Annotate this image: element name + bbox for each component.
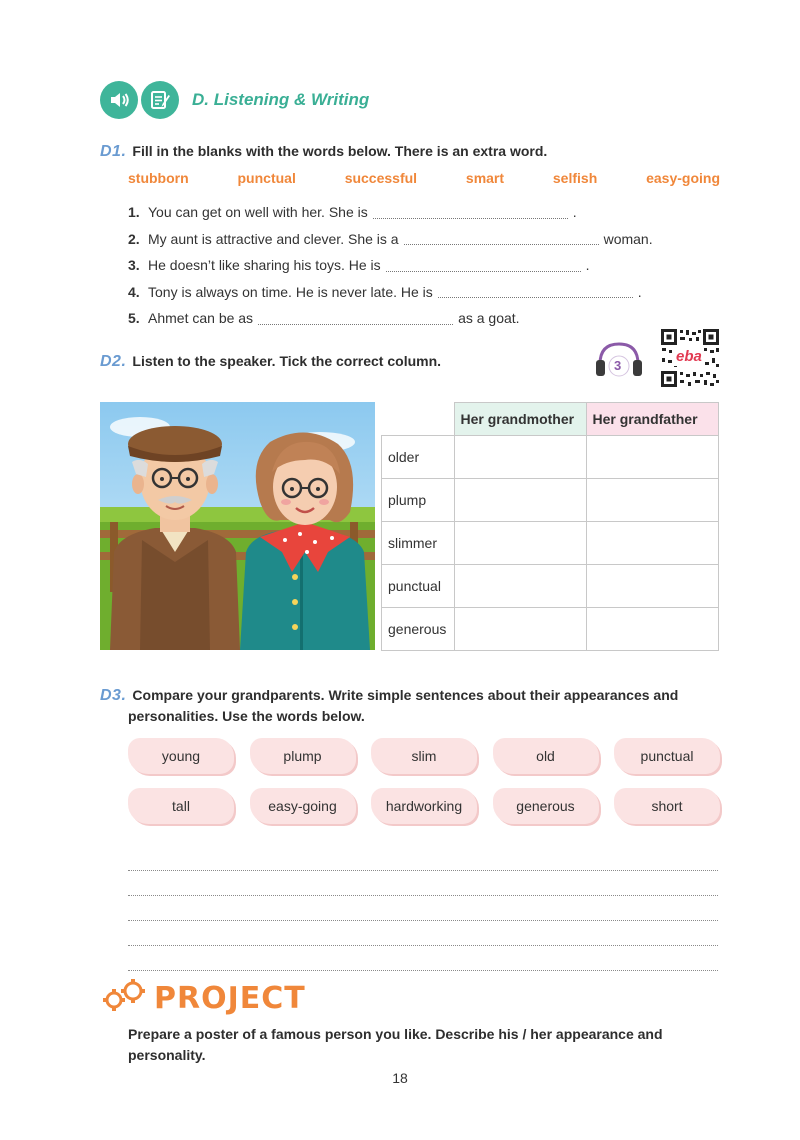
card-row (128, 788, 720, 824)
writing-line[interactable] (128, 871, 718, 896)
track-number: 3 (614, 358, 622, 373)
d3-instruction-line1: Compare your grandparents. Write simple sentences about their appearances and (132, 687, 679, 703)
sentence-1 (128, 199, 728, 226)
speaker-icon (100, 81, 138, 119)
qr-code-icon[interactable] (660, 328, 720, 388)
sentence-text: Tony is always on time. He is never late. He is (148, 283, 433, 300)
blank-field[interactable] (258, 312, 453, 325)
word-card: punctual (614, 738, 720, 774)
d2-instruction: Listen to the speaker. Tick the correct column. (132, 353, 442, 369)
writing-line[interactable] (128, 846, 718, 871)
row-label: punctual (382, 565, 455, 608)
sentence-number: 5. (128, 310, 140, 327)
table-corner (382, 403, 455, 436)
word-card: tall (128, 788, 234, 824)
word-bank-item: stubborn (128, 170, 189, 186)
row-label: plump (382, 479, 455, 522)
tick-cell[interactable] (586, 522, 718, 565)
grandparents-illustration (100, 402, 375, 650)
table-row (382, 565, 719, 608)
sentence-end: . (637, 283, 642, 300)
sentence-2 (128, 226, 728, 253)
sentence-number: 3. (128, 257, 140, 274)
tick-cell[interactable] (454, 608, 586, 651)
headphones-icon[interactable] (594, 340, 644, 380)
word-bank-item: successful (344, 170, 418, 186)
tick-cell[interactable] (454, 436, 586, 479)
word-card: short (614, 788, 720, 824)
table-row (382, 436, 719, 479)
word-bank-item: punctual (237, 170, 296, 186)
sentence-end: woman. (603, 230, 653, 247)
project-title: PROJECT (154, 981, 306, 1016)
tick-cell[interactable] (454, 522, 586, 565)
word-bank-item: smart (465, 170, 505, 186)
writing-line[interactable] (128, 896, 718, 921)
tick-table (381, 402, 719, 651)
sentence-number: 4. (128, 283, 140, 300)
sentence-number: 1. (128, 204, 140, 221)
tick-cell[interactable] (586, 608, 718, 651)
writing-area (128, 846, 718, 971)
blank-field[interactable] (438, 285, 633, 298)
writing-icon (141, 81, 179, 119)
d1-label: D1. (100, 143, 127, 160)
section-header (100, 80, 369, 120)
d2-heading (100, 351, 441, 372)
row-label: older (382, 436, 455, 479)
table-row (382, 608, 719, 651)
tick-cell[interactable] (586, 565, 718, 608)
sentence-end: . (585, 257, 590, 274)
sentence-number: 2. (128, 230, 140, 247)
table-row (382, 479, 719, 522)
table-row (382, 522, 719, 565)
column-header-grandmother: Her grandmother (454, 403, 586, 436)
d3-word-cards (128, 738, 720, 838)
sentence-end: . (572, 204, 577, 221)
sentence-3 (128, 252, 728, 279)
row-label: generous (382, 608, 455, 651)
blank-field[interactable] (373, 206, 568, 219)
word-bank-item: easy-going (646, 170, 720, 186)
d2-label: D2. (100, 353, 127, 370)
blank-field[interactable] (404, 232, 599, 245)
tick-cell[interactable] (586, 436, 718, 479)
column-header-grandfather: Her grandfather (586, 403, 718, 436)
d3-heading (100, 685, 740, 726)
d3-instruction-line2: personalities. Use the words below. (128, 708, 365, 724)
project-header (100, 978, 306, 1019)
word-card: old (493, 738, 599, 774)
project-text-line2: personality. (128, 1047, 206, 1063)
word-card: plump (250, 738, 356, 774)
tick-cell[interactable] (586, 479, 718, 522)
blank-field[interactable] (386, 259, 581, 272)
project-instruction (128, 1024, 708, 1066)
d1-instruction: Fill in the blanks with the words below. There is an extra word. (132, 143, 548, 159)
word-card: easy-going (250, 788, 356, 824)
project-text-line1: Prepare a poster of a famous person you like. Describe his / her appearance and (128, 1026, 663, 1042)
sentence-text: He doesn’t like sharing his toys. He is (148, 257, 381, 274)
row-label: slimmer (382, 522, 455, 565)
sentence-end: as a goat. (458, 310, 520, 327)
d1-heading (100, 141, 547, 162)
section-title: D. Listening & Writing (192, 90, 370, 109)
d1-word-bank (128, 170, 720, 186)
writing-line[interactable] (128, 946, 718, 971)
word-card: young (128, 738, 234, 774)
word-bank-item: selfish (552, 170, 598, 186)
d1-sentences (128, 199, 728, 332)
writing-line[interactable] (128, 921, 718, 946)
sentence-4 (128, 279, 728, 306)
sentence-5 (128, 305, 728, 332)
word-card: hardworking (371, 788, 477, 824)
sentence-text: Ahmet can be as (148, 310, 254, 327)
sentence-text: My aunt is attractive and clever. She is a (148, 230, 399, 247)
page-number: 18 (392, 1070, 408, 1086)
qr-logo-text: eba (676, 348, 702, 365)
word-card: slim (371, 738, 477, 774)
card-row (128, 738, 720, 774)
tick-cell[interactable] (454, 565, 586, 608)
tick-cell[interactable] (454, 479, 586, 522)
d3-label: D3. (100, 687, 127, 704)
word-card: generous (493, 788, 599, 824)
sentence-text: You can get on well with her. She is (148, 204, 368, 221)
gears-icon (100, 978, 148, 1019)
